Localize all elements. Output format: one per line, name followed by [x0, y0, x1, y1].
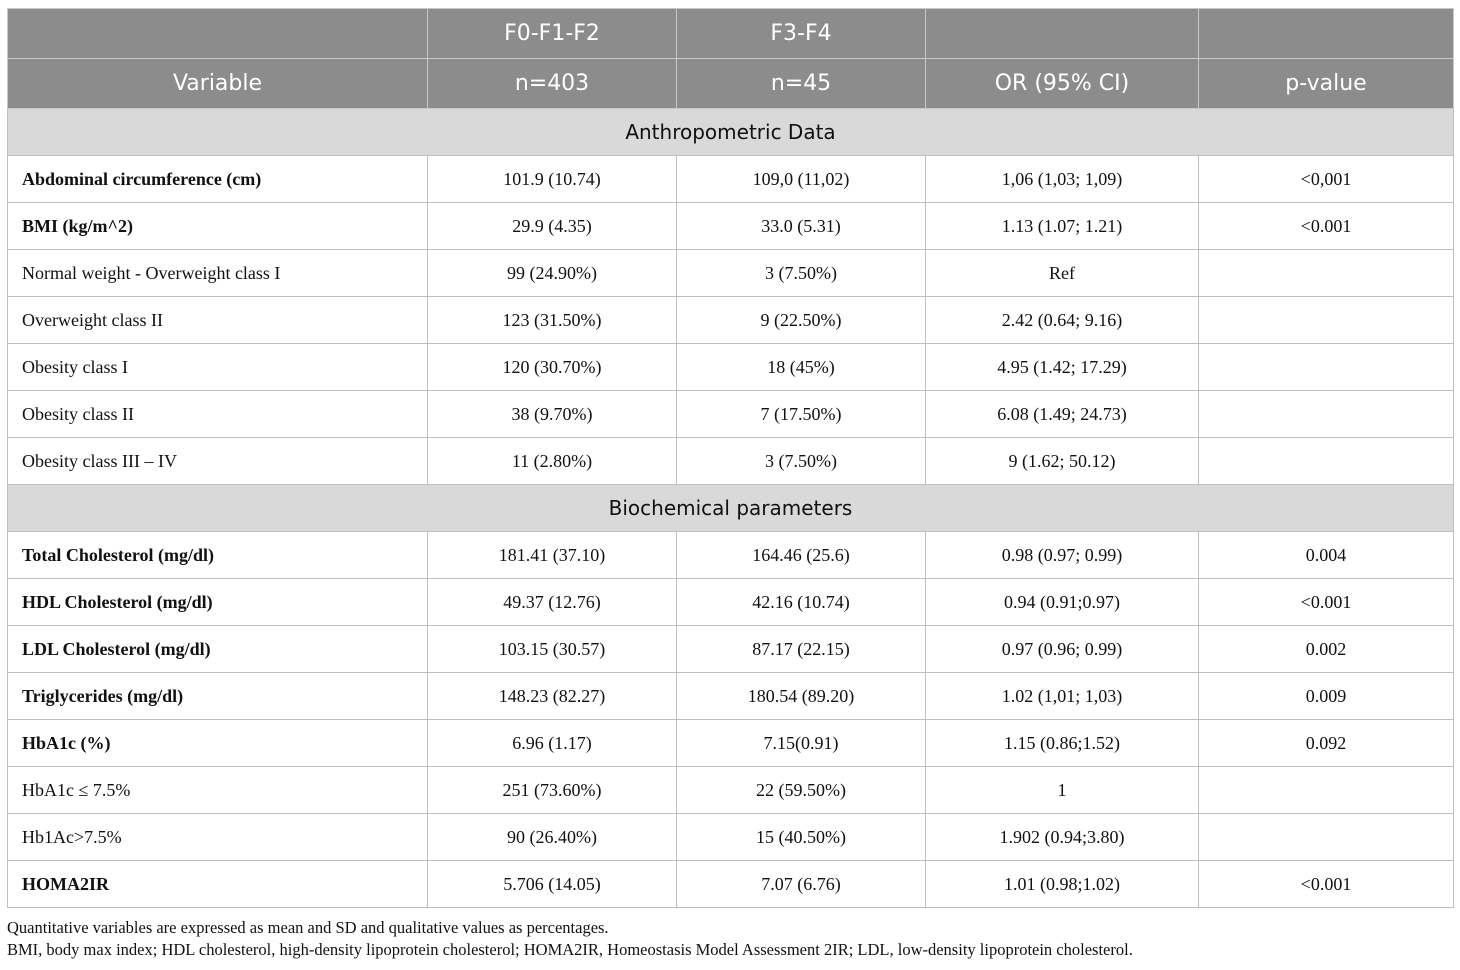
header-row-groups — [8, 9, 1454, 59]
header-cell — [8, 9, 428, 59]
value-p — [1199, 344, 1454, 391]
value-f3-f4: 164.46 (25.6) — [677, 532, 926, 579]
table-row — [8, 767, 1454, 814]
value-or-ci: 1,06 (1,03; 1,09) — [926, 156, 1199, 203]
value-f3-f4: 15 (40.50%) — [677, 814, 926, 861]
row-label: BMI (kg/m^2) — [8, 203, 428, 250]
table-row — [8, 391, 1454, 438]
table-footnotes — [7, 917, 1133, 961]
value-p: <0.001 — [1199, 203, 1454, 250]
row-label: Overweight class II — [8, 297, 428, 344]
value-p: <0,001 — [1199, 156, 1454, 203]
value-p: 0.004 — [1199, 532, 1454, 579]
table-row — [8, 814, 1454, 861]
value-p: 0.002 — [1199, 626, 1454, 673]
value-or-ci: 0.94 (0.91;0.97) — [926, 579, 1199, 626]
value-f3-f4: 22 (59.50%) — [677, 767, 926, 814]
table-row — [8, 203, 1454, 250]
header-cell — [926, 9, 1199, 59]
header-group-f0-f2: F0-F1-F2 — [428, 9, 677, 59]
value-f0-f2: 5.706 (14.05) — [428, 861, 677, 908]
value-or-ci: 1 — [926, 767, 1199, 814]
row-label: Normal weight - Overweight class I — [8, 250, 428, 297]
header-p-value: p-value — [1199, 59, 1454, 109]
header-row-columns — [8, 59, 1454, 109]
value-or-ci: 4.95 (1.42; 17.29) — [926, 344, 1199, 391]
table-row — [8, 438, 1454, 485]
value-f0-f2: 103.15 (30.57) — [428, 626, 677, 673]
header-group-f3-f4: F3-F4 — [677, 9, 926, 59]
value-f0-f2: 101.9 (10.74) — [428, 156, 677, 203]
value-p — [1199, 391, 1454, 438]
value-f0-f2: 6.96 (1.17) — [428, 720, 677, 767]
row-label: Total Cholesterol (mg/dl) — [8, 532, 428, 579]
row-label: HOMA2IR — [8, 861, 428, 908]
value-p: 0.092 — [1199, 720, 1454, 767]
value-f3-f4: 7.07 (6.76) — [677, 861, 926, 908]
footnote: Quantitative variables are expressed as mean and SD and qualitative values as percentages. — [7, 918, 609, 937]
value-or-ci: 1.13 (1.07; 1.21) — [926, 203, 1199, 250]
value-or-ci: 1.02 (1,01; 1,03) — [926, 673, 1199, 720]
row-label: Obesity class I — [8, 344, 428, 391]
value-f0-f2: 120 (30.70%) — [428, 344, 677, 391]
value-f3-f4: 18 (45%) — [677, 344, 926, 391]
value-or-ci: 9 (1.62; 50.12) — [926, 438, 1199, 485]
header-variable: Variable — [8, 59, 428, 109]
row-label: Abdominal circumference (cm) — [8, 156, 428, 203]
value-p: <0.001 — [1199, 861, 1454, 908]
table-row — [8, 861, 1454, 908]
value-f3-f4: 109,0 (11,02) — [677, 156, 926, 203]
value-f0-f2: 29.9 (4.35) — [428, 203, 677, 250]
header-n-f3-f4: n=45 — [677, 59, 926, 109]
value-or-ci: 1.902 (0.94;3.80) — [926, 814, 1199, 861]
value-f0-f2: 11 (2.80%) — [428, 438, 677, 485]
header-cell — [1199, 9, 1454, 59]
value-f0-f2: 49.37 (12.76) — [428, 579, 677, 626]
table-row — [8, 532, 1454, 579]
value-p: <0.001 — [1199, 579, 1454, 626]
value-or-ci: 1.15 (0.86;1.52) — [926, 720, 1199, 767]
row-label: Obesity class III – IV — [8, 438, 428, 485]
value-or-ci: 2.42 (0.64; 9.16) — [926, 297, 1199, 344]
table-row — [8, 297, 1454, 344]
results-table — [7, 8, 1454, 908]
section-title: Biochemical parameters — [8, 485, 1454, 532]
value-p — [1199, 438, 1454, 485]
table-body — [8, 109, 1454, 908]
row-label: HbA1c ≤ 7.5% — [8, 767, 428, 814]
row-label: Hb1Ac>7.5% — [8, 814, 428, 861]
table-row — [8, 720, 1454, 767]
value-f0-f2: 38 (9.70%) — [428, 391, 677, 438]
value-f3-f4: 42.16 (10.74) — [677, 579, 926, 626]
value-f0-f2: 99 (24.90%) — [428, 250, 677, 297]
value-f0-f2: 123 (31.50%) — [428, 297, 677, 344]
value-or-ci: Ref — [926, 250, 1199, 297]
table-header — [8, 9, 1454, 109]
value-p — [1199, 767, 1454, 814]
value-f3-f4: 7.15(0.91) — [677, 720, 926, 767]
value-f3-f4: 3 (7.50%) — [677, 438, 926, 485]
table-row — [8, 626, 1454, 673]
row-label: HbA1c (%) — [8, 720, 428, 767]
value-p — [1199, 297, 1454, 344]
table-row — [8, 156, 1454, 203]
table-row — [8, 579, 1454, 626]
value-p: 0.009 — [1199, 673, 1454, 720]
row-label: LDL Cholesterol (mg/dl) — [8, 626, 428, 673]
row-label: Triglycerides (mg/dl) — [8, 673, 428, 720]
value-f3-f4: 180.54 (89.20) — [677, 673, 926, 720]
table-row — [8, 250, 1454, 297]
table-container — [7, 8, 1453, 908]
value-or-ci: 1.01 (0.98;1.02) — [926, 861, 1199, 908]
value-or-ci: 6.08 (1.49; 24.73) — [926, 391, 1199, 438]
value-f3-f4: 7 (17.50%) — [677, 391, 926, 438]
value-or-ci: 0.98 (0.97; 0.99) — [926, 532, 1199, 579]
value-p — [1199, 250, 1454, 297]
footnote: BMI, body max index; HDL cholesterol, high-density lipoprotein cholesterol; HOMA2IR, Homeostasis Model Assessment 2IR; LDL, low-density lipoprotein cholesterol. — [7, 940, 1133, 959]
header-n-f0-f2: n=403 — [428, 59, 677, 109]
table-row — [8, 344, 1454, 391]
section-title: Anthropometric Data — [8, 109, 1454, 156]
section-header-row — [8, 109, 1454, 156]
value-f0-f2: 251 (73.60%) — [428, 767, 677, 814]
value-f0-f2: 148.23 (82.27) — [428, 673, 677, 720]
row-label: Obesity class II — [8, 391, 428, 438]
value-f3-f4: 87.17 (22.15) — [677, 626, 926, 673]
header-or-ci: OR (95% CI) — [926, 59, 1199, 109]
value-p — [1199, 814, 1454, 861]
value-or-ci: 0.97 (0.96; 0.99) — [926, 626, 1199, 673]
value-f0-f2: 90 (26.40%) — [428, 814, 677, 861]
value-f0-f2: 181.41 (37.10) — [428, 532, 677, 579]
value-f3-f4: 3 (7.50%) — [677, 250, 926, 297]
table-row — [8, 673, 1454, 720]
value-f3-f4: 9 (22.50%) — [677, 297, 926, 344]
row-label: HDL Cholesterol (mg/dl) — [8, 579, 428, 626]
section-header-row — [8, 485, 1454, 532]
value-f3-f4: 33.0 (5.31) — [677, 203, 926, 250]
